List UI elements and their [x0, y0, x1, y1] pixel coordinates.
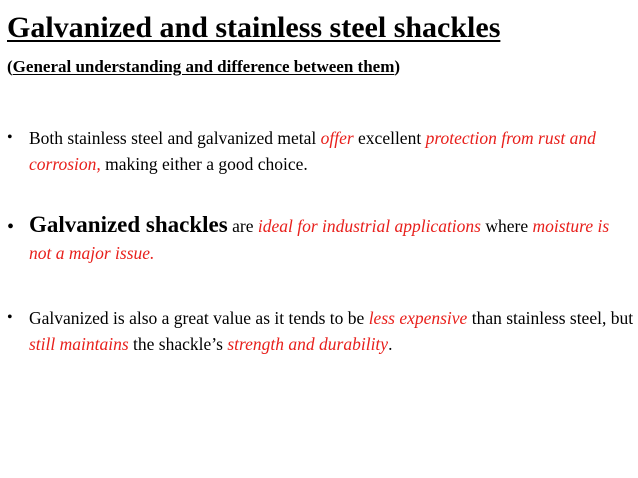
bullet-item-2: [7, 211, 635, 267]
slide-title: Galvanized and stainless steel shackles: [7, 11, 501, 44]
emphasis-text: ideal for industrial applications: [257, 216, 481, 236]
bullet-text-segment: .: [388, 334, 393, 354]
bullet-text: [29, 305, 635, 357]
bullet-item-1: [7, 125, 635, 177]
emphasis-text: still maintains: [29, 334, 129, 354]
emphasis-text: offer: [320, 128, 354, 148]
bullet-text: [29, 211, 635, 267]
bullet-marker: •: [7, 216, 15, 238]
bullet-text-segment: than stainless steel, but: [467, 308, 634, 328]
bullet-text-segment: making either a good choice.: [100, 154, 308, 174]
subtitle-text: General understanding and difference between them: [12, 57, 395, 76]
bullet-text-segment: the shackle’s: [128, 334, 228, 354]
bullet-text-segment: Galvanized is also a great value as it tends to be: [29, 308, 369, 328]
subtitle-close-paren: ): [394, 57, 401, 76]
bullet-marker: •: [7, 309, 13, 326]
bullet-heading: Galvanized shackles: [29, 212, 228, 237]
emphasis-text: less expensive: [368, 308, 468, 328]
bullet-text-segment: Both stainless steel and galvanized metal: [29, 128, 321, 148]
emphasis-text: strength and durability: [227, 334, 389, 354]
emphasis-text: moisture is not a major issue.: [29, 216, 610, 263]
bullet-text-segment: where: [480, 216, 533, 236]
emphasis-text: protection from rust and corrosion,: [29, 128, 596, 174]
subtitle-open-paren: (: [7, 57, 13, 76]
bullet-text-segment: are: [227, 216, 258, 236]
bullet-text-segment: excellent: [353, 128, 426, 148]
bullet-text: [29, 125, 635, 177]
bullet-item-3: [7, 305, 635, 357]
slide-subtitle: [7, 56, 400, 78]
bullet-marker: •: [7, 129, 13, 146]
